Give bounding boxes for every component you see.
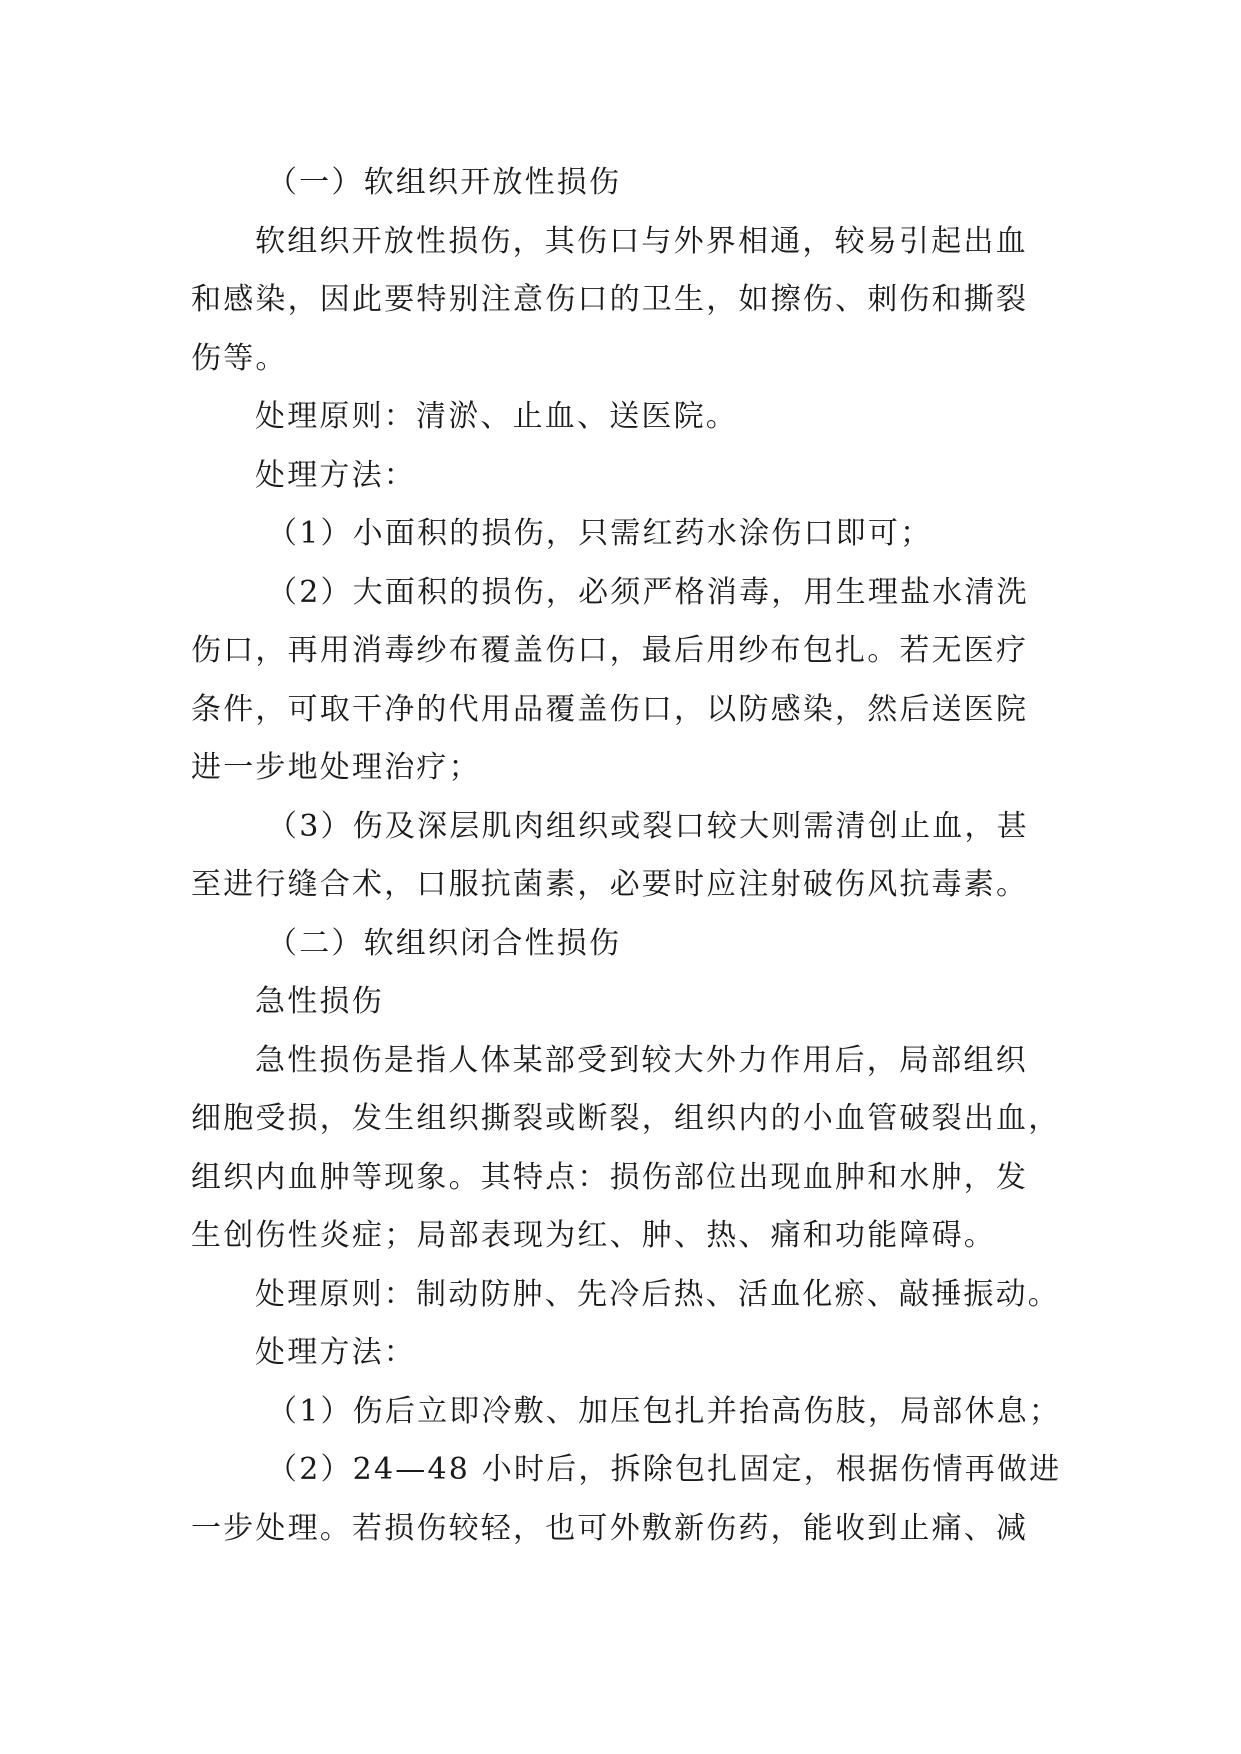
section-heading-open-injury: （一）软组织开放性损伤 — [267, 165, 622, 200]
paragraph-line: 伤口，再用消毒纱布覆盖伤口，最后用纱布包扎。若无医疗 — [191, 633, 1029, 668]
paragraph-line: 进一步地处理治疗； — [191, 750, 481, 785]
section-heading-closed-injury: （二）软组织闭合性损伤 — [267, 925, 622, 961]
principle-line: 处理原则：制动防肿、先冷后热、活血化瘀、敲捶振动。 — [255, 1276, 1060, 1312]
list-item: （1）伤后立即冷敷、加压包扎并抬高伤肢，局部休息； — [267, 1393, 1062, 1429]
list-item: （2）大面积的损伤，必须严格消毒，用生理盐水清洗 — [267, 574, 1029, 610]
principle-line: 处理原则：清淤、止血、送医院。 — [255, 399, 738, 434]
subheading-acute-injury: 急性损伤 — [255, 984, 384, 1019]
paragraph-line: 生创伤性炎症；局部表现为红、肿、热、痛和功能障碍。 — [191, 1218, 996, 1253]
method-heading: 处理方法： — [255, 1335, 416, 1370]
paragraph-line: 伤等。 — [191, 340, 288, 376]
list-item: （2）24—48 小时后，拆除包扎固定，根据伤情再做进 — [267, 1452, 1062, 1487]
list-item: （3）伤及深层肌肉组织或裂口较大则需清创止血，甚 — [267, 808, 1029, 844]
document-body — [191, 154, 1063, 1558]
paragraph-line: 和感染，因此要特别注意伤口的卫生，如擦伤、刺伤和撕裂 — [191, 282, 1029, 317]
method-heading: 处理方法： — [255, 457, 416, 493]
paragraph-line: 组织内血肿等现象。其特点：损伤部位出现血肿和水肿，发 — [191, 1159, 1029, 1195]
paragraph-line: 一步处理。若损伤较轻，也可外敷新伤药，能收到止痛、减 — [191, 1510, 1029, 1546]
paragraph-line: 急性损伤是指人体某部受到较大外力作用后，局部组织 — [255, 1042, 1028, 1078]
paragraph-line: 软组织开放性损伤，其伤口与外界相通，较易引起出血 — [255, 223, 1028, 259]
paragraph-line: 至进行缝合术，口服抗菌素，必要时应注射破伤风抗毒素。 — [191, 867, 1029, 902]
list-item: （1）小面积的损伤，只需红药水涂伤口即可； — [267, 516, 933, 551]
paragraph-line: 条件，可取干净的代用品覆盖伤口，以防感染，然后送医院 — [191, 691, 1029, 727]
paragraph-line: 细胞受损，发生组织撕裂或断裂，组织内的小血管破裂出血， — [191, 1101, 1061, 1136]
